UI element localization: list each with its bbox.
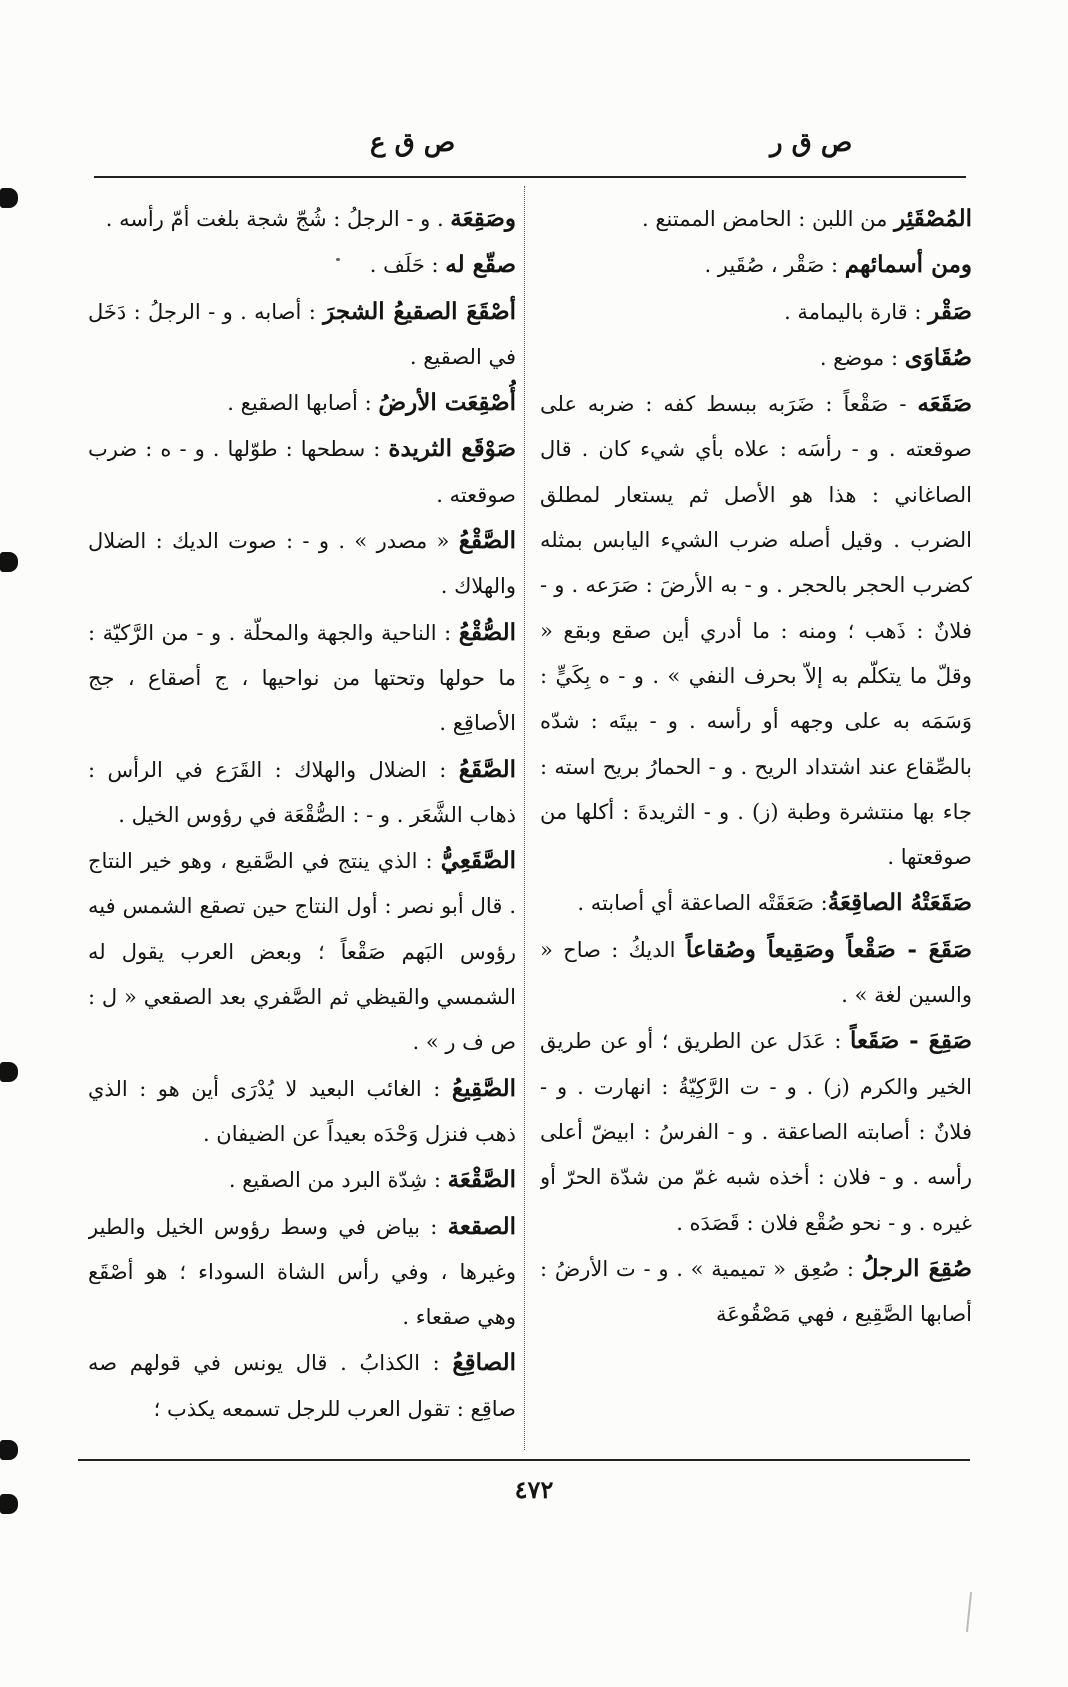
headword: الصُّقْعُ (458, 618, 516, 646)
scan-edge-mark (0, 188, 18, 208)
headword: الصَّقَعُ (458, 755, 516, 783)
entry (540, 196, 972, 242)
headword: صَقَعَه (917, 390, 972, 418)
definition: : أصابه . و - الرجلُ : دَخَل في الصقيع . (88, 299, 516, 369)
entry (88, 610, 516, 747)
entry (88, 380, 516, 426)
bottom-rule (78, 1459, 970, 1461)
running-header (90, 128, 970, 168)
headword: المُصْقَئِر (894, 205, 972, 232)
entry (540, 1246, 972, 1338)
headword: صَقْر (928, 297, 972, 325)
entry (88, 747, 516, 839)
definition: : الذي ينتج في الصَّقيع ، وهو خير النتاج . قال أبو نصر : أول النتاج حين تصقع الشمس فيه رؤوس البَهم صَقْعاً ؛ وبعض العرب يقول له الشمسي والقيظي ثم الصَّفري بعد الصقعي « ل : ص ف ر » . (88, 849, 516, 1055)
entry (540, 880, 972, 926)
definition: الديكُ : صاح « والسين لغة » . (540, 937, 972, 1008)
top-rule (94, 176, 966, 178)
headword: صَقَعَتْهُ الصاقِعَةُ (827, 889, 972, 917)
headword: الصَّقِيعُ (451, 1074, 516, 1102)
definition: : قارة باليمامة . (784, 299, 929, 324)
definition: : الناحية والجهة والمحلّة . و - من الرَّكيّة : ما حولها وتحتها من نواحيها ، ج أصقاع ، جج الأصاقِع . (88, 620, 516, 736)
page-number: ٤٧٢ (514, 1475, 554, 1504)
definition: : صَعَقَتْه الصاعقة أي أصابته . (577, 891, 828, 916)
column-divider (524, 186, 525, 1450)
entry (88, 426, 516, 518)
entry (88, 518, 516, 610)
entry (88, 1204, 516, 1341)
scan-edge-mark (0, 1062, 18, 1082)
right-root-heading: ص ق ر (770, 128, 853, 158)
entry (88, 1157, 516, 1203)
definition: : الغائب البعيد لا يُدْرَى أين هو : الذي ذهب فنزل وَحْدَه بعيداً عن الضيفان . (88, 1076, 516, 1146)
definition: : حَلَف . (369, 253, 446, 278)
right-column (540, 196, 972, 1451)
left-column (88, 196, 516, 1451)
entry (88, 289, 516, 381)
headword: وصَقِعَة (450, 205, 516, 232)
headword: صُقِعَ الرجلُ (861, 1254, 972, 1282)
headword: صَوْقَع الثريدة (388, 435, 516, 463)
definition: : بياض في وسط رؤوس الخيل والطير وغيرها ، وفي رأس الشاة السوداء ؛ هو أصْقَع وهي صقعاء . (88, 1214, 516, 1330)
definition: - صَقْعاً : ضَرَبه ببسط كفه : ضربه على صوقعته . و - رأسَه : علاه بأي شيء كان . قال الصاغاني : هذا هو الأصل ثم يستعار لمطلق الضرب . وقيل أصله ضرب الشيء اليابس بمثله كضرب الحجر بالحجر . و - به الأرضَ : صَرَعه . و - فلانٌ : ذَهب ؛ ومنه : ما أدري أين صقع وبقع « وقلّ ما يتكلّم به إلاّ بحرف النفي » . و - ه بِكَيٍّ : وَسَمَه به على وجهه أو رأسه . و - بيتَه : شدّه بالصِّقاع عند اشتداد الريح . و - الحمارُ بريح استه : جاء بها منتشرة وطبة (ز) . و - الثريدةَ : أكلها من صوقعتها . (540, 392, 972, 870)
headword: صَقِعَ - صَقَعاً (850, 1027, 972, 1055)
ink-speck (336, 258, 340, 261)
entry (540, 1018, 972, 1245)
pencil-mark (966, 1592, 972, 1632)
definition: : صُعِق « تميمية » . و - ت الأرضُ : أصابها الصَّقِيع ، فهي مَصْقُوعَة (540, 1256, 972, 1327)
entry (88, 838, 516, 1065)
headword: صَقَعَ - صَقْعاً وصَقِيعاً وصُقاعاً (685, 935, 972, 963)
entry (88, 1066, 516, 1158)
left-root-heading: ص ق ع (370, 128, 456, 158)
headword: صقّع له (445, 251, 516, 279)
headword: الصاقِعُ (452, 1349, 516, 1377)
scan-edge-mark (0, 1494, 18, 1514)
headword: ومن أسمائهم (844, 251, 972, 279)
headword: الصَّقَعِيُّ (440, 847, 516, 875)
definition: : موضع . (819, 345, 905, 370)
definition: : الكذابُ . قال يونس في قولهم صه صاقِع : تقول العرب للرجل تسمعه يكذب ؛ (88, 1351, 516, 1421)
definition: : صَقْر ، صُقَير . (704, 253, 845, 278)
entry (88, 242, 516, 288)
entry (540, 335, 972, 381)
definition: . و - الرجلُ : شُجّ شجة بلغت أمّ رأسه . (105, 207, 451, 231)
entry (540, 381, 972, 880)
scan-edge-mark (0, 1440, 18, 1460)
entry (540, 242, 972, 288)
headword: صُقَاوَى (904, 343, 972, 371)
scan-edge-mark (0, 552, 18, 572)
definition: : شِدّة البرد من الصقيع . (228, 1168, 448, 1193)
definition: من اللبن : الحامض الممتنع . (642, 207, 895, 231)
definition: « مصدر » . و - : صوت الديك : الضلال والهلاك . (88, 529, 516, 599)
headword: الصقعة (447, 1212, 516, 1240)
entry (88, 196, 516, 242)
entry (88, 1340, 516, 1432)
headword: الصَّقْعَة (447, 1166, 516, 1194)
definition: : أصابها الصقيع . (227, 391, 379, 416)
definition: : سطحها : طوّلها . و - ه : ضرب صوقعته . (88, 437, 516, 507)
entry (540, 927, 972, 1019)
headword: أصْقَعَ الصقيعُ الشجرَ (323, 297, 516, 325)
definition: : الضلال والهلاك : القَرَع في الرأس : ذهاب الشَّعَر . و - : الصُّقْعَة في رؤوس الخيل . (88, 757, 516, 827)
entry (540, 289, 972, 335)
definition: : عَدَل عن الطريق ؛ أو عن طريق الخير والكرم (ز) . و - ت الرَّكِيّةُ : انهارت . و - فلانٌ : أصابته الصاعقة . و - الفرسُ : ابيضّ أعلى رأسه . و - فلان : أخذه شبه غمّ من شدّة الحرّ أو غيره . و - نحو صُقْع فلان : قَصَدَه . (540, 1029, 972, 1235)
headword: أُصْقِعَت الأرضُ (378, 389, 516, 417)
headword: الصَّقْعُ (458, 527, 516, 555)
